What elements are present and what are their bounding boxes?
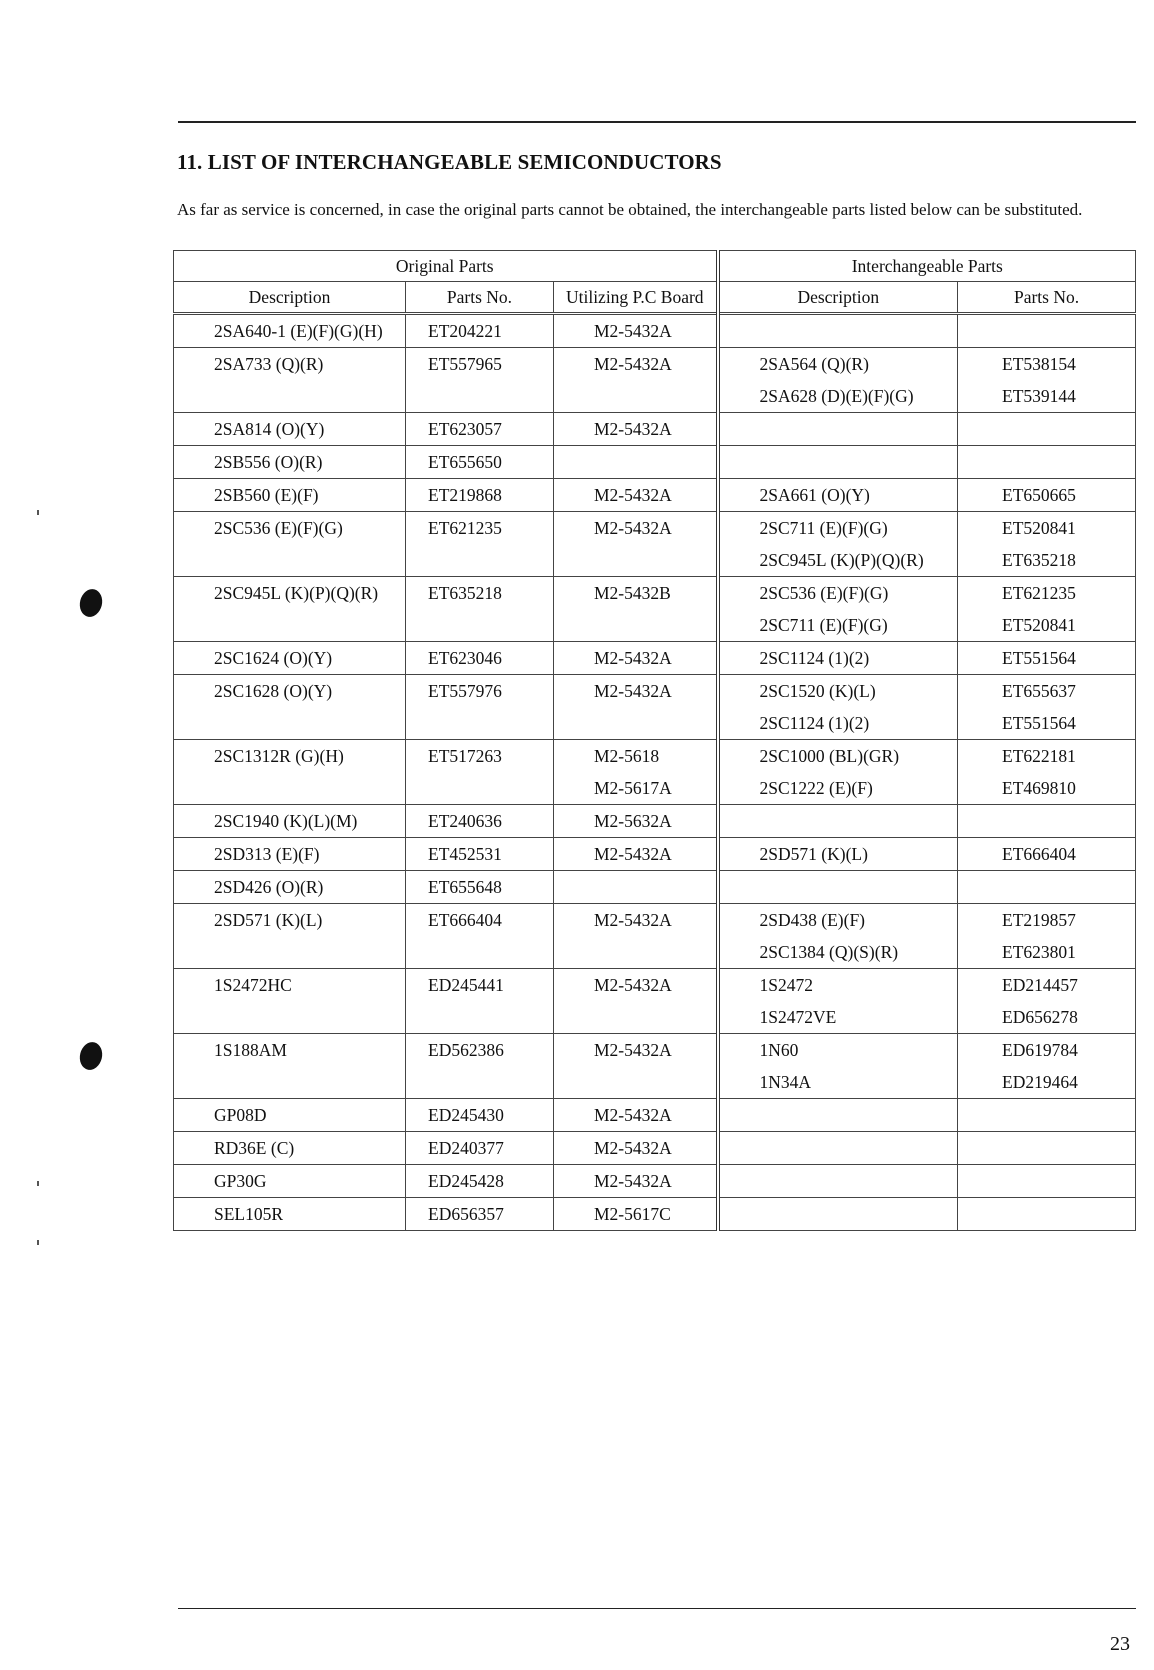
parts-no-cell <box>406 314 554 348</box>
table-group-header-row <box>174 251 1136 282</box>
int-description-cell <box>718 871 958 904</box>
original-parts-no: ET517263 <box>428 746 502 766</box>
original-parts-no: ET623046 <box>428 648 502 668</box>
int-parts-no-cell <box>958 838 1136 871</box>
original-parts-no: ED245441 <box>428 975 504 995</box>
table-column-header-row <box>174 282 1136 314</box>
board-cell <box>554 838 718 871</box>
board-id: M2-5432A <box>594 419 672 439</box>
description-cell <box>174 446 406 479</box>
int-description-cell <box>718 969 958 1034</box>
interchangeable-parts-no: ED619784 <box>1002 1040 1078 1060</box>
int-parts-no-cell <box>958 512 1136 577</box>
description-cell <box>174 871 406 904</box>
col-header-parts-no: Parts No. <box>406 282 554 314</box>
original-parts-no: ED245430 <box>428 1105 504 1125</box>
interchangeable-description: 1S2472 <box>759 975 814 995</box>
board-id: M2-5617A <box>594 778 672 798</box>
interchangeable-parts-no: ED219464 <box>1002 1072 1078 1092</box>
int-description-cell <box>718 642 958 675</box>
int-description-cell <box>718 805 958 838</box>
interchangeable-parts-no: ET655637 <box>1002 681 1076 701</box>
board-id: M2-5432A <box>594 648 672 668</box>
board-id: M2-5432A <box>594 910 672 930</box>
int-description-cell <box>718 1198 958 1231</box>
description-cell <box>174 1099 406 1132</box>
interchangeable-parts-no: ET623801 <box>1002 942 1076 962</box>
interchangeable-description: 2SC1222 (E)(F) <box>759 778 873 798</box>
interchangeable-parts-no: ET635218 <box>1002 550 1076 570</box>
description-cell <box>174 479 406 512</box>
original-description: 2SB556 (O)(R) <box>214 452 323 472</box>
page-number: 23 <box>1110 1633 1130 1655</box>
binder-hole-mark <box>77 1040 105 1072</box>
original-parts-no: ET219868 <box>428 485 502 505</box>
interchangeable-description: 2SC711 (E)(F)(G) <box>759 615 888 635</box>
interchangeable-description: 2SC1520 (K)(L) <box>759 681 876 701</box>
int-parts-no-cell <box>958 577 1136 642</box>
original-description: 2SC1312R (G)(H) <box>214 746 344 766</box>
board-cell <box>554 348 718 413</box>
board-cell <box>554 904 718 969</box>
interchangeable-parts-no: ET469810 <box>1002 778 1076 798</box>
board-id: M2-5432B <box>594 583 671 603</box>
original-description: 2SD571 (K)(L) <box>214 910 323 930</box>
description-cell <box>174 675 406 740</box>
board-cell <box>554 675 718 740</box>
top-rule <box>178 121 1136 123</box>
original-parts-no: ET655648 <box>428 877 502 897</box>
board-cell <box>554 969 718 1034</box>
interchangeable-description: 1S2472VE <box>759 1007 837 1027</box>
interchangeable-parts-no: ET539144 <box>1002 386 1076 406</box>
original-parts-no: ET621235 <box>428 518 502 538</box>
description-cell <box>174 314 406 348</box>
parts-no-cell <box>406 904 554 969</box>
table-body <box>174 314 1136 1231</box>
description-cell <box>174 740 406 805</box>
semiconductor-table <box>173 250 1136 1231</box>
original-parts-no: ET655650 <box>428 452 502 472</box>
description-cell <box>174 413 406 446</box>
original-parts-no: ET204221 <box>428 321 502 341</box>
margin-mark <box>37 1181 39 1186</box>
intro-paragraph: As far as service is concerned, in case the original parts cannot be obtained, the interchangeable parts listed below can be substituted. <box>177 200 1083 219</box>
col-header-int-description: Description <box>718 282 958 314</box>
parts-no-cell <box>406 479 554 512</box>
int-parts-no-cell <box>958 740 1136 805</box>
col-header-board: Utilizing P.C Board <box>554 282 718 314</box>
description-cell <box>174 642 406 675</box>
interchangeable-description: 1N34A <box>759 1072 812 1092</box>
description-cell <box>174 1132 406 1165</box>
section-title: 11. LIST OF INTERCHANGEABLE SEMICONDUCTORS <box>177 150 722 174</box>
board-id: M2-5432A <box>594 681 672 701</box>
table-row <box>174 512 1136 577</box>
table-row <box>174 1198 1136 1231</box>
table-row <box>174 969 1136 1034</box>
parts-no-cell <box>406 969 554 1034</box>
interchangeable-description: 2SD438 (E)(F) <box>759 910 866 930</box>
int-parts-no-cell <box>958 805 1136 838</box>
board-id: M2-5432A <box>594 1105 672 1125</box>
interchangeable-parts-no: ET621235 <box>1002 583 1076 603</box>
int-parts-no-cell <box>958 348 1136 413</box>
int-parts-no-cell <box>958 969 1136 1034</box>
int-description-cell <box>718 1099 958 1132</box>
int-description-cell <box>718 740 958 805</box>
board-cell <box>554 314 718 348</box>
interchangeable-parts-no: ET622181 <box>1002 746 1076 766</box>
parts-no-cell <box>406 1099 554 1132</box>
parts-no-cell <box>406 871 554 904</box>
description-cell <box>174 838 406 871</box>
table-row <box>174 642 1136 675</box>
original-parts-no: ED240377 <box>428 1138 504 1158</box>
table-row <box>174 675 1136 740</box>
interchangeable-description: 2SC1000 (BL)(GR) <box>759 746 900 766</box>
board-cell <box>554 805 718 838</box>
original-description: GP08D <box>214 1105 267 1125</box>
col-header-int-parts-no: Parts No. <box>958 282 1136 314</box>
board-cell <box>554 1198 718 1231</box>
parts-no-cell <box>406 348 554 413</box>
board-id: M2-5632A <box>594 811 672 831</box>
interchangeable-description: 1N60 <box>759 1040 799 1060</box>
board-cell <box>554 642 718 675</box>
table-row <box>174 740 1136 805</box>
int-description-cell <box>718 1034 958 1099</box>
table-row <box>174 838 1136 871</box>
original-description: 1S188AM <box>214 1040 287 1060</box>
original-parts-no: ED245428 <box>428 1171 504 1191</box>
parts-no-cell <box>406 675 554 740</box>
table-row <box>174 904 1136 969</box>
parts-no-cell <box>406 805 554 838</box>
original-description: GP30G <box>214 1171 267 1191</box>
int-parts-no-cell <box>958 642 1136 675</box>
original-description: 2SD426 (O)(R) <box>214 877 324 897</box>
table-row <box>174 577 1136 642</box>
table-row <box>174 871 1136 904</box>
board-cell <box>554 1034 718 1099</box>
original-parts-no: ET240636 <box>428 811 502 831</box>
table-row <box>174 446 1136 479</box>
int-parts-no-cell <box>958 904 1136 969</box>
interchangeable-parts-no: ET650665 <box>1002 485 1076 505</box>
description-cell <box>174 1034 406 1099</box>
board-cell <box>554 512 718 577</box>
int-description-cell <box>718 348 958 413</box>
interchangeable-parts-no: ET520841 <box>1002 615 1076 635</box>
board-id: M2-5432A <box>594 1171 672 1191</box>
description-cell <box>174 1198 406 1231</box>
int-description-cell <box>718 904 958 969</box>
int-parts-no-cell <box>958 1165 1136 1198</box>
int-description-cell <box>718 675 958 740</box>
int-parts-no-cell <box>958 479 1136 512</box>
original-parts-no: ET452531 <box>428 844 502 864</box>
margin-mark <box>37 1240 39 1245</box>
original-description: RD36E (C) <box>214 1138 295 1158</box>
int-parts-no-cell <box>958 413 1136 446</box>
interchangeable-parts-no: ET219857 <box>1002 910 1076 930</box>
board-cell <box>554 413 718 446</box>
board-id: M2-5432A <box>594 844 672 864</box>
board-id: M2-5432A <box>594 975 672 995</box>
interchangeable-parts-no: ET551564 <box>1002 713 1076 733</box>
int-parts-no-cell <box>958 1034 1136 1099</box>
original-description: 2SA640-1 (E)(F)(G)(H) <box>214 321 383 341</box>
interchangeable-description: 2SA564 (Q)(R) <box>759 354 869 374</box>
interchangeable-description: 2SC945L (K)(P)(Q)(R) <box>759 550 924 570</box>
board-id: M2-5432A <box>594 321 672 341</box>
int-parts-no-cell <box>958 314 1136 348</box>
board-id: M2-5432A <box>594 1138 672 1158</box>
interchangeable-parts-no: ET666404 <box>1002 844 1076 864</box>
interchangeable-description: 2SA661 (O)(Y) <box>759 485 870 505</box>
original-description: 2SA733 (Q)(R) <box>214 354 324 374</box>
board-cell <box>554 479 718 512</box>
description-cell <box>174 904 406 969</box>
int-description-cell <box>718 314 958 348</box>
board-id: M2-5432A <box>594 485 672 505</box>
interchangeable-parts-no: ED214457 <box>1002 975 1078 995</box>
margin-mark <box>37 510 39 515</box>
description-cell <box>174 1165 406 1198</box>
description-cell <box>174 348 406 413</box>
original-description: 2SC1624 (O)(Y) <box>214 648 333 668</box>
original-parts-no: ET557976 <box>428 681 502 701</box>
original-description: 2SD313 (E)(F) <box>214 844 320 864</box>
original-parts-no: ET666404 <box>428 910 502 930</box>
parts-no-cell <box>406 1132 554 1165</box>
int-parts-no-cell <box>958 1198 1136 1231</box>
int-parts-no-cell <box>958 1132 1136 1165</box>
parts-no-cell <box>406 1198 554 1231</box>
int-parts-no-cell <box>958 871 1136 904</box>
original-parts-no: ED656357 <box>428 1204 504 1224</box>
int-description-cell <box>718 479 958 512</box>
table-row <box>174 1034 1136 1099</box>
description-cell <box>174 512 406 577</box>
board-cell <box>554 871 718 904</box>
parts-no-cell <box>406 512 554 577</box>
board-cell <box>554 446 718 479</box>
interchangeable-parts-no: ET520841 <box>1002 518 1076 538</box>
original-description: 2SC536 (E)(F)(G) <box>214 518 343 538</box>
interchangeable-parts-no: ET551564 <box>1002 648 1076 668</box>
bottom-rule <box>178 1608 1136 1609</box>
binder-hole-mark <box>77 587 105 619</box>
original-description: 2SC945L (K)(P)(Q)(R) <box>214 583 379 603</box>
board-id: M2-5432A <box>594 354 672 374</box>
interchangeable-parts-no: ET538154 <box>1002 354 1076 374</box>
table-row <box>174 1132 1136 1165</box>
board-cell <box>554 1132 718 1165</box>
table-row <box>174 805 1136 838</box>
int-description-cell <box>718 577 958 642</box>
original-description: 2SC1628 (O)(Y) <box>214 681 333 701</box>
board-id: M2-5617C <box>594 1204 671 1224</box>
description-cell <box>174 805 406 838</box>
interchangeable-description: 2SC1384 (Q)(S)(R) <box>759 942 899 962</box>
board-cell <box>554 740 718 805</box>
table-row <box>174 413 1136 446</box>
interchangeable-parts-no: ED656278 <box>1002 1007 1078 1027</box>
original-description: 2SC1940 (K)(L)(M) <box>214 811 358 831</box>
parts-no-cell <box>406 413 554 446</box>
parts-no-cell <box>406 446 554 479</box>
int-description-cell <box>718 1132 958 1165</box>
interchangeable-description: 2SC536 (E)(F)(G) <box>759 583 889 603</box>
original-description: 2SA814 (O)(Y) <box>214 419 325 439</box>
int-description-cell <box>718 446 958 479</box>
original-parts-no: ED562386 <box>428 1040 504 1060</box>
parts-no-cell <box>406 740 554 805</box>
int-parts-no-cell <box>958 446 1136 479</box>
parts-no-cell <box>406 642 554 675</box>
original-parts-header: Original Parts <box>174 251 718 282</box>
table-row <box>174 314 1136 348</box>
int-parts-no-cell <box>958 1099 1136 1132</box>
original-parts-no: ET635218 <box>428 583 502 603</box>
board-id: M2-5432A <box>594 518 672 538</box>
original-parts-no: ET557965 <box>428 354 502 374</box>
board-id: M2-5432A <box>594 1040 672 1060</box>
int-description-cell <box>718 512 958 577</box>
parts-no-cell <box>406 838 554 871</box>
description-cell <box>174 969 406 1034</box>
int-description-cell <box>718 1165 958 1198</box>
interchangeable-description: 2SC1124 (1)(2) <box>759 648 870 668</box>
board-cell <box>554 1099 718 1132</box>
original-description: 2SB560 (E)(F) <box>214 485 319 505</box>
table-row <box>174 348 1136 413</box>
interchangeable-description: 2SD571 (K)(L) <box>759 844 868 864</box>
board-id: M2-5618 <box>594 746 660 766</box>
interchangeable-description: 2SA628 (D)(E)(F)(G) <box>759 386 914 406</box>
interchangeable-description: 2SC711 (E)(F)(G) <box>759 518 888 538</box>
table-row <box>174 479 1136 512</box>
interchangeable-parts-header: Interchangeable Parts <box>718 251 1136 282</box>
int-parts-no-cell <box>958 675 1136 740</box>
description-cell <box>174 577 406 642</box>
original-parts-no: ET623057 <box>428 419 502 439</box>
int-description-cell <box>718 838 958 871</box>
table-row <box>174 1165 1136 1198</box>
board-cell <box>554 1165 718 1198</box>
col-header-description: Description <box>174 282 406 314</box>
parts-no-cell <box>406 577 554 642</box>
table-row <box>174 1099 1136 1132</box>
interchangeable-description: 2SC1124 (1)(2) <box>759 713 870 733</box>
int-description-cell <box>718 413 958 446</box>
parts-no-cell <box>406 1034 554 1099</box>
original-description: 1S2472HC <box>214 975 292 995</box>
parts-no-cell <box>406 1165 554 1198</box>
original-description: SEL105R <box>214 1204 284 1224</box>
board-cell <box>554 577 718 642</box>
